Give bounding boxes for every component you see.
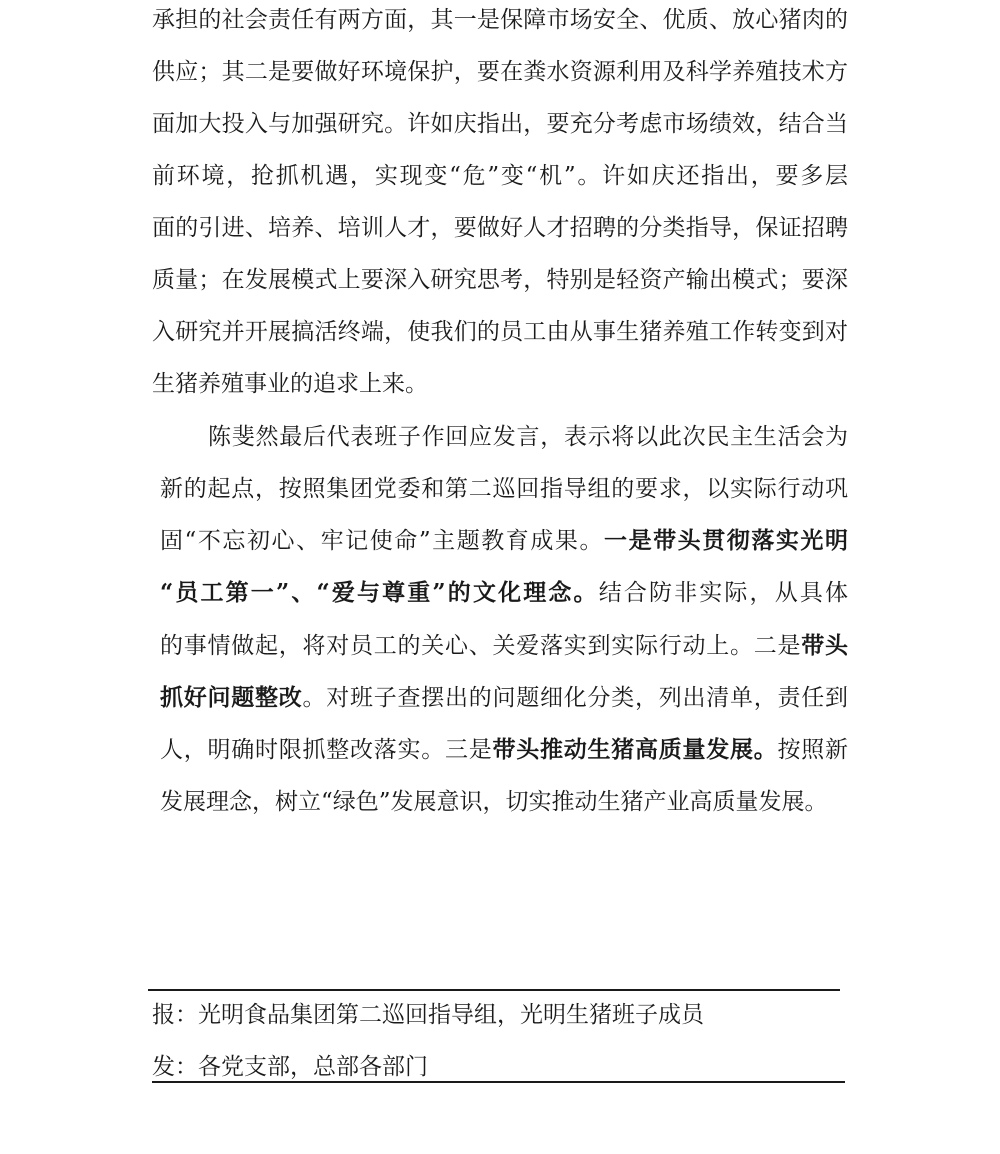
plain-text: 。对班子查摆出的问题细化分类，列出清单，责任到 xyxy=(302,685,848,711)
paragraph-line: 质量；在发展模式上要深入研究思考，特别是轻资产输出模式；要深 xyxy=(152,267,848,293)
plain-text: 固“不忘初心、牢记使命”主题教育成果。 xyxy=(160,528,605,554)
bold-text: “员工第一”、“爱与尊重”的文化理念。 xyxy=(160,579,599,606)
paragraph-line: 面加大投入与加强研究。许如庆指出，要充分考虑市场绩效，结合当 xyxy=(152,111,848,137)
paragraph-line: 发展理念，树立“绿色”发展意识，切实推动生猪产业高质量发展。 xyxy=(160,789,828,815)
bold-text: 带头 xyxy=(801,632,848,659)
plain-text: 按照新 xyxy=(777,737,848,763)
plain-text: 结合防非实际，从具体 xyxy=(598,580,848,606)
paragraph-line xyxy=(160,526,848,556)
report-line: 报：光明食品集团第二巡回指导组，光明生猪班子成员 xyxy=(152,1002,704,1028)
footer-top-rule xyxy=(148,989,840,991)
bold-text: 抓好问题整改 xyxy=(160,684,303,711)
paragraph-line: 陈斐然最后代表班子作回应发言，表示将以此次民主生活会为 xyxy=(208,424,848,450)
bold-text: 一是带头贯彻落实光明 xyxy=(604,527,848,554)
paragraph-line: 前环境，抢抓机遇，实现变“危”变“机”。许如庆还指出，要多层 xyxy=(152,163,848,189)
paragraph-line: 入研究并开展搞活终端，使我们的员工由从事生猪养殖工作转变到对 xyxy=(152,319,848,345)
paragraph-line: 新的起点，按照集团党委和第二巡回指导组的要求，以实际行动巩 xyxy=(160,476,848,502)
paragraph-line: 承担的社会责任有两方面，其一是保障市场安全、优质、放心猪肉的 xyxy=(152,7,848,33)
plain-text: 人，明确时限抓整改落实。三是 xyxy=(160,737,493,763)
paragraph-line xyxy=(160,735,848,765)
paragraph-line: 面的引进、培养、培训人才，要做好人才招聘的分类指导，保证招聘 xyxy=(152,215,848,241)
footer-bottom-rule xyxy=(152,1081,845,1083)
paragraph-line xyxy=(160,683,848,713)
paragraph-line: 生猪养殖事业的追求上来。 xyxy=(152,371,428,397)
bold-text: 带头推动生猪高质量发展。 xyxy=(492,736,778,763)
paragraph-line: 供应；其二是要做好环境保护，要在粪水资源利用及科学养殖技术方 xyxy=(152,59,848,85)
paragraph-line xyxy=(160,631,848,661)
distribute-line: 发：各党支部，总部各部门 xyxy=(152,1054,428,1080)
paragraph-line xyxy=(160,578,848,608)
plain-text: 的事情做起，将对员工的关心、关爱落实到实际行动上。二是 xyxy=(160,633,802,659)
